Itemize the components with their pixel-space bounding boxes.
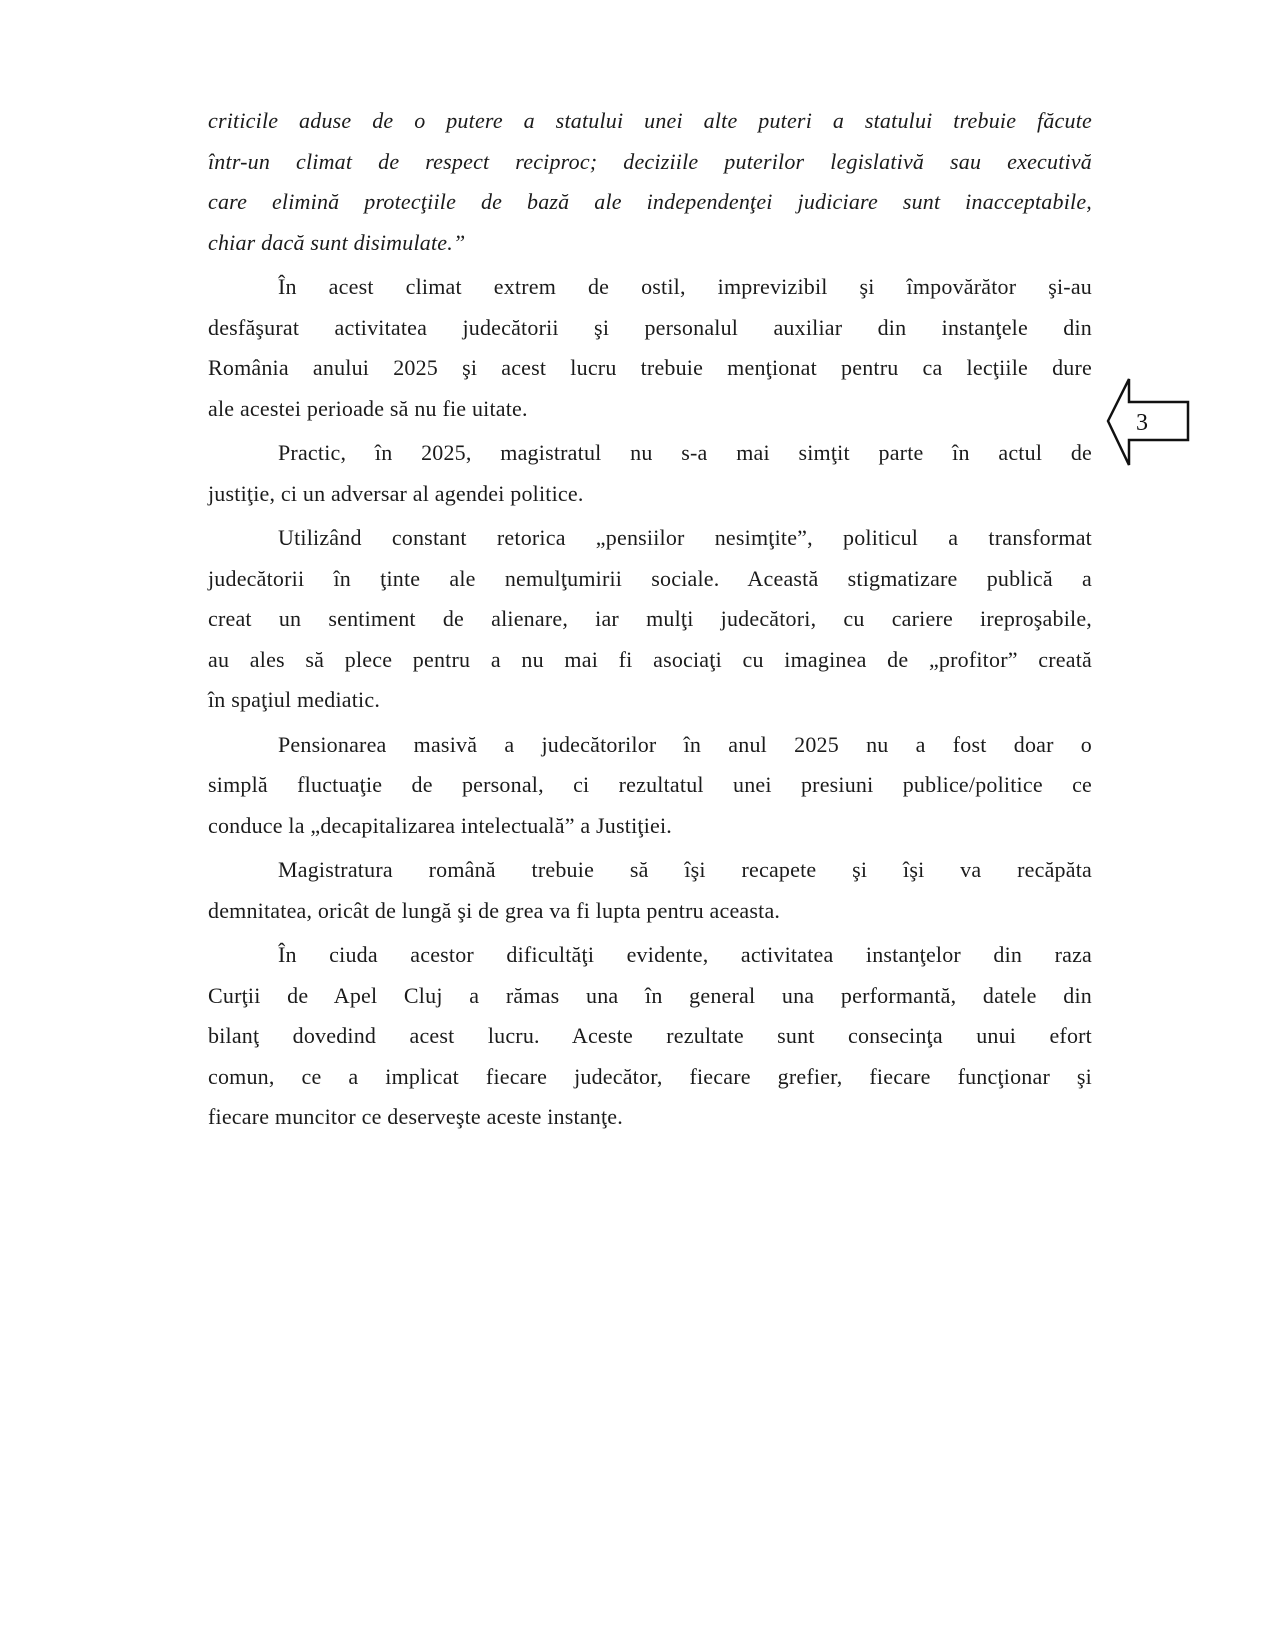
text-line: fiecare muncitor ce deserveşte aceste instanţe. xyxy=(208,1104,623,1129)
paragraph xyxy=(208,935,1092,1138)
text-line: demnitatea, oricât de lungă şi de grea va fi lupta pentru aceasta. xyxy=(208,897,781,923)
text-line: în spaţiul mediatic. xyxy=(208,687,381,712)
text-line: criticile aduse de o putere a statului unei alte puteri a statului trebuie făcute xyxy=(208,108,1092,133)
text-line: comun, ce a implicat fiecare judecător, fiecare grefier, fiecare funcţionar şi xyxy=(208,1063,1092,1089)
left-arrow-shape xyxy=(1108,379,1188,465)
text-line: au ales să plece pentru a nu mai fi asociaţi cu imaginea de „profitor” creată xyxy=(208,646,1092,672)
text-line: într-un climat de respect reciproc; deciziile puterilor legislativă sau executivă xyxy=(208,148,1092,174)
paragraph xyxy=(208,725,1092,847)
text-line: justiţie, ci un adversar al agendei politice. xyxy=(208,480,584,506)
text-line: chiar dacă sunt disimulate.” xyxy=(208,229,466,255)
paragraph xyxy=(208,433,1092,514)
page-number-marker xyxy=(1106,378,1192,468)
paragraph xyxy=(208,101,1092,263)
paragraph xyxy=(208,518,1092,721)
text-line: Pensionarea masivă a judecătorilor în anul 2025 nu a fost doar o xyxy=(278,731,1092,757)
text-line: ale acestei perioade să nu fie uitate. xyxy=(208,395,528,421)
left-arrow-icon xyxy=(1106,378,1192,468)
paragraph xyxy=(208,267,1092,429)
text-line: Curţii de Apel Cluj a rămas una în general una performantă, datele din xyxy=(208,982,1092,1008)
text-block xyxy=(208,101,1092,1142)
text-line: simplă fluctuaţie de personal, ci rezultatul unei presiuni publice/politice ce xyxy=(208,772,1092,797)
text-line: care elimină protecţiile de bază ale independenţei judiciare sunt inacceptabile, xyxy=(208,189,1092,214)
text-line: bilanţ dovedind acest lucru. Aceste rezultate sunt consecinţa unui efort xyxy=(208,1023,1092,1048)
text-line: creat un sentiment de alienare, iar mulţi judecători, cu cariere ireproşabile, xyxy=(208,606,1092,631)
text-line: Magistratura română trebuie să îşi recapete şi îşi va recăpăta xyxy=(278,857,1092,882)
text-line: judecătorii în ţinte ale nemulţumirii sociale. Această stigmatizare publică a xyxy=(208,565,1092,591)
text-line: În acest climat extrem de ostil, imprevizibil şi împovărător şi-au xyxy=(278,274,1092,299)
text-line: În ciuda acestor dificultăţi evidente, activitatea instanţelor din raza xyxy=(278,942,1092,967)
text-line: desfăşurat activitatea judecătorii şi personalul auxiliar din instanţele din xyxy=(208,314,1092,340)
text-line: Practic, în 2025, magistratul nu s-a mai simţit parte în actul de xyxy=(278,440,1092,465)
text-line: Utilizând constant retorica „pensiilor nesimţite”, politicul a transformat xyxy=(278,525,1092,550)
text-line: România anului 2025 şi acest lucru trebuie menţionat pentru ca lecţiile dure xyxy=(208,355,1092,380)
paragraph xyxy=(208,850,1092,931)
text-line: conduce la „decapitalizarea intelectuală” a Justiţiei. xyxy=(208,812,672,838)
page-number: 3 xyxy=(1136,410,1148,436)
